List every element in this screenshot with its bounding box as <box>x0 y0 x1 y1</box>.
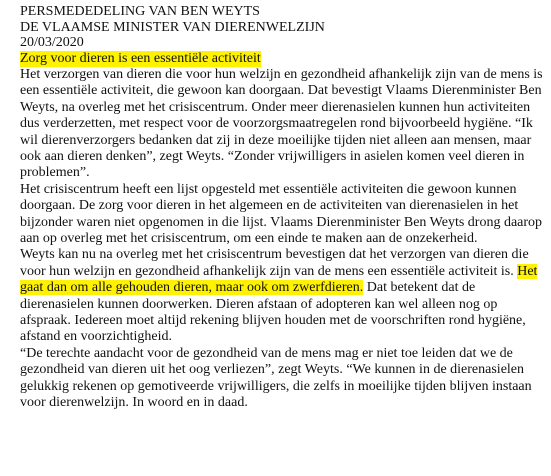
release-date: 20/03/2020 <box>20 35 84 50</box>
paragraph-1: Het verzorgen van dieren die voor hun welzijn en gezondheid afhankelijk zijn van de mens is een essentiële activiteit, die gewoon kan doorgaan. Dat bevestigt Vlaams Dierenminister Ben Weyts, na overleg met het crisiscentrum. Onder meer dierenasielen kunnen hun activiteiten dus verderzetten, met respect voor de voorzorgsmaatregelen rond bijvoorbeeld hygiëne. “Ik wil dierenverzorgers bedanken dat zij in deze moeilijke tijden niet alleen aan mensen, maar ook aan dieren denken”, zegt Weyts. “Zonder vrijwilligers in asielen komen veel dieren in problemen”. <box>20 66 543 181</box>
header-line-2: DE VLAAMSE MINISTER VAN DIERENWELZIJN <box>20 19 325 35</box>
press-release-document <box>20 4 548 411</box>
highlighted-title: Zorg voor dieren is een essentiële activiteit <box>20 50 261 66</box>
paragraph-2: Het crisiscentrum heeft een lijst opgesteld met essentiële activiteiten die gewoon kunnen doorgaan. De zorg voor dieren in het algemeen en de activiteiten van dierenasielen in het bijzonder waren niet opgenomen in die lijst. Vlaams Dierenminister Ben Weyts drong daarop aan op overleg met het crisiscentrum, om een einde te maken aan de onzekerheid. <box>20 181 543 246</box>
paragraph-3-end: Dat betekent dat de dierenasielen kunnen doorwerken. Dieren afstaan of adopteren kan wel alleen nog op afspraak. Iedereen moet altijd rekening blijven houden met de voorschriften rond hygiëne, afstand en voorzichtigheid. <box>20 280 526 345</box>
paragraph-3-start: Weyts kan nu na overleg met het crisiscentrum bevestigen dat het verzorgen van dieren die voor hun welzijn en gezondheid afhankelijk zijn van de mens een essentiële activiteit is. <box>20 247 529 279</box>
paragraph-3 <box>20 247 548 345</box>
paragraph-4: “De terechte aandacht voor de gezondheid van de mens mag er niet toe leiden dat we de gezondheid van dieren uit het oog verliezen”, zegt Weyts. “We kunnen in de dierenasielen gelukkig rekenen op gemotiveerde vrijwilligers, die zelfs in moeilijke tijden blijven instaan voor dierenwelzijn. In woord en in daad. <box>20 345 532 411</box>
title-line <box>20 51 548 67</box>
highlighted-sentence: Het gaat dan om alle gehouden dieren, maar ook om zwerfdieren. <box>20 263 538 296</box>
header-line-1: PERSMEDEDELING VAN BEN WEYTS <box>20 4 260 19</box>
